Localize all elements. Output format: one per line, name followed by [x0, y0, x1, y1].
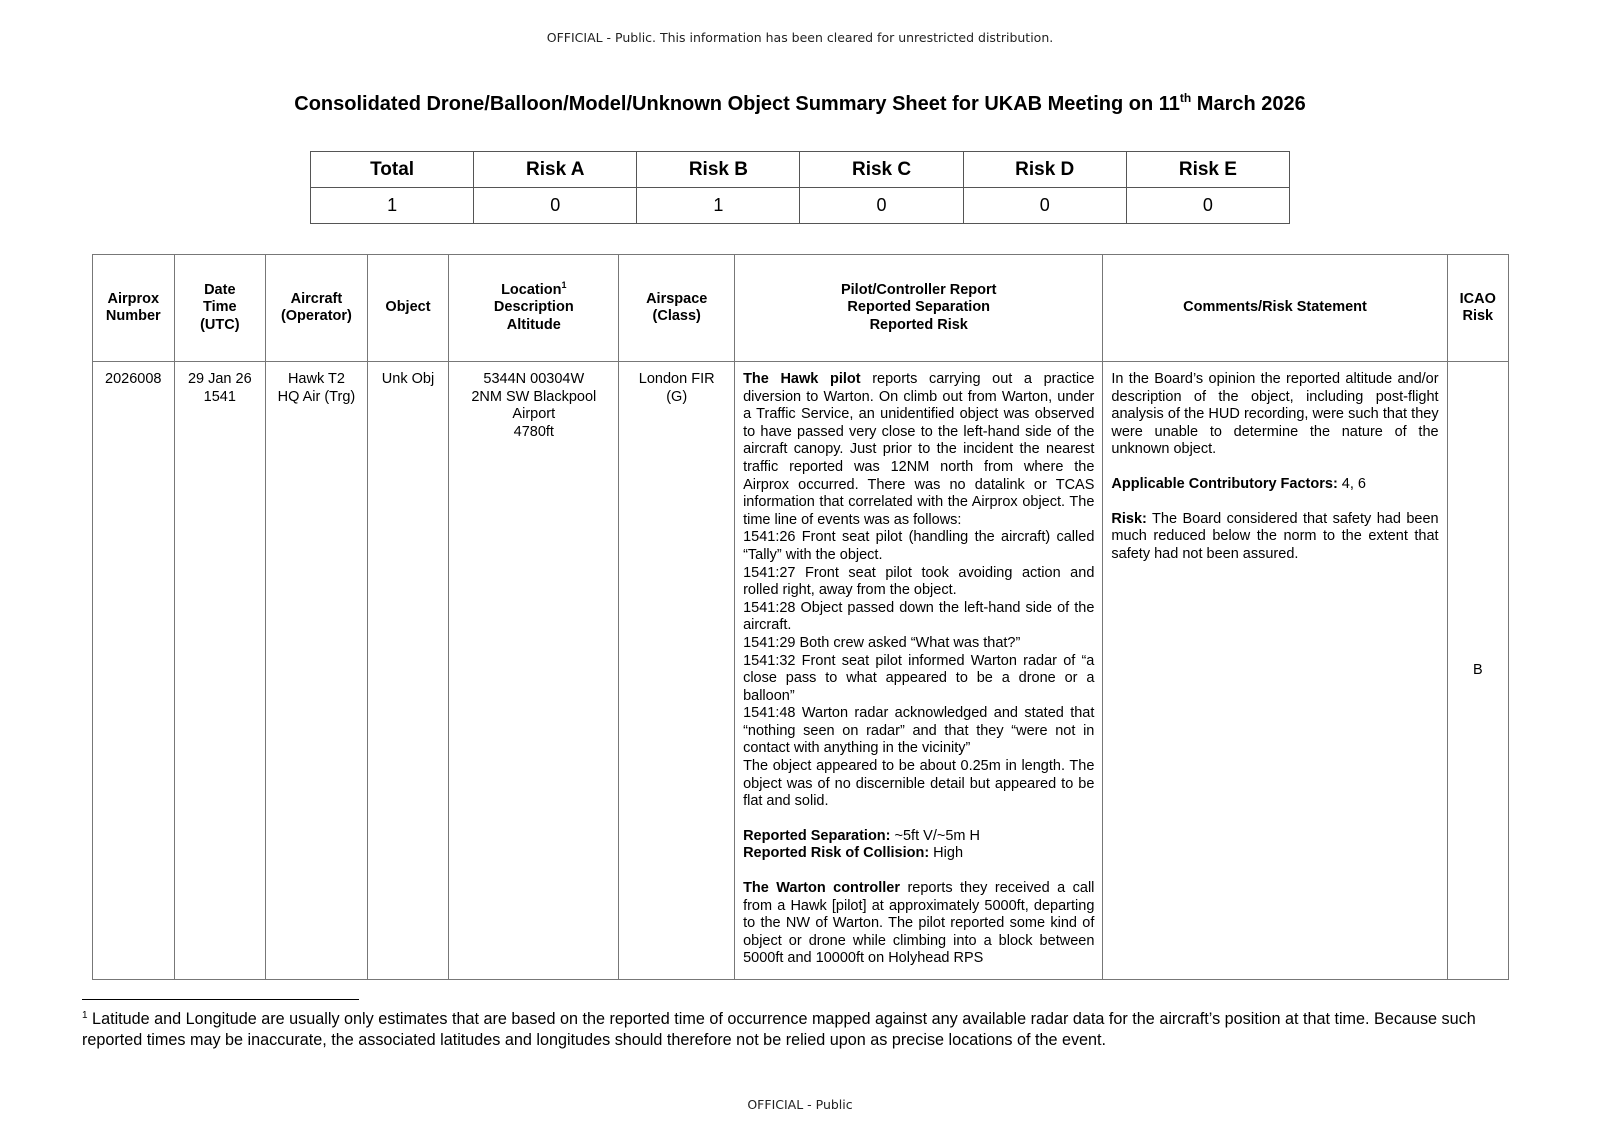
- timeline-item: 1541:27 Front seat pilot took avoiding action and rolled right, away from the object.: [743, 564, 1095, 599]
- summary-value-risk-c: 0: [800, 188, 963, 224]
- reported-separation: Reported Separation: ~5ft V/~5m H: [743, 827, 980, 844]
- summary-header-risk-a: Risk A: [474, 152, 637, 188]
- classification-header: OFFICIAL - Public. This information has been cleared for unrestricted distribution.: [546, 30, 1054, 45]
- reported-risk: Reported Risk of Collision: High: [743, 845, 964, 862]
- timeline-item: 1541:48 Warton radar acknowledged and stated that “nothing seen on radar” and that they “were not in contact with anything in the vicinity”: [743, 705, 1095, 757]
- controller-report: The Warton controller reports they received a call from a Hawk [pilot] at approximately 5000ft, departing to the NW of Warton. The pilot reported some kind of object or drone while climbing into a block between 5000ft and 10000ft on Holyhead RPS: [743, 880, 1095, 967]
- airprox-header-row: [93, 255, 1509, 362]
- summary-header-total: Total: [311, 152, 474, 188]
- object-description: The object appeared to be about 0.25m in length. The object was of no discernible detail but appeared to be flat and solid.: [743, 758, 1095, 810]
- cell-airprox-number: 2026008: [93, 362, 175, 980]
- contributory-factors: Applicable Contributory Factors: 4, 6: [1111, 475, 1366, 492]
- header-icao-risk: ICAO Risk: [1447, 255, 1508, 362]
- cell-icao-risk: B: [1447, 362, 1508, 980]
- timeline-item: 1541:29 Both crew asked “What was that?”: [743, 634, 1021, 651]
- table-row: [93, 362, 1509, 980]
- summary-value-risk-d: 0: [963, 188, 1126, 224]
- cell-date-time: 29 Jan 26 1541: [174, 362, 266, 980]
- title-superscript: th: [1179, 91, 1192, 105]
- summary-value-risk-b: 1: [637, 188, 800, 224]
- summary-header-risk-d: Risk D: [963, 152, 1126, 188]
- risk-statement: Risk: The Board considered that safety had been much reduced below the norm to the extent that safety had not been assured.: [1111, 510, 1439, 562]
- summary-value-total: 1: [311, 188, 474, 224]
- cell-comments-risk-statement: [1103, 362, 1447, 980]
- summary-header-risk-e: Risk E: [1126, 152, 1289, 188]
- cell-object: Unk Obj: [367, 362, 449, 980]
- summary-value-risk-a: 0: [474, 188, 637, 224]
- header-location: Location$^1$ Description Altitude: [449, 255, 619, 362]
- cell-pilot-controller-report: [735, 362, 1103, 980]
- pilot-report: The Hawk pilot reports carrying out a practice diversion to Warton. On climb out from Warton, under a Traffic Service, an unidentified object was observed to have passed very close to the left-hand side of the aircraft canopy. Just prior to the incident the nearest traffic reported was 12NM north from where the Airprox occurred. There was no datalink or TCAS information that correlated with the Airprox object. The time line of events was as follows:: [743, 371, 1095, 528]
- header-airspace: Airspace (Class): [619, 255, 735, 362]
- board-opinion: In the Board’s opinion the reported altitude and/or description of the object, including post-flight analysis of the HUD recording, were such that they were unable to determine the nature of the unknown object.: [1111, 371, 1439, 458]
- summary-header-risk-c: Risk C: [800, 152, 963, 188]
- cell-location: 5344N 00304W 2NM SW Blackpool Airport 4780ft: [449, 362, 619, 980]
- title-suffix: March 2026: [1191, 93, 1306, 115]
- summary-value-risk-e: 0: [1126, 188, 1289, 224]
- header-report: Pilot/Controller Report Reported Separation Reported Risk: [735, 255, 1103, 362]
- classification-footer: OFFICIAL - Public: [747, 1097, 853, 1112]
- cell-aircraft: Hawk T2 HQ Air (Trg): [266, 362, 368, 980]
- footnote: [82, 1009, 1522, 1051]
- footnote-marker: 1: [82, 1010, 88, 1021]
- summary-header-risk-b: Risk B: [637, 152, 800, 188]
- footnote-ref: 1: [561, 279, 567, 290]
- footnote-separator: [82, 999, 359, 1000]
- title-main: Consolidated Drone/Balloon/Model/Unknown Object Summary Sheet for UKAB Meeting on 11: [294, 93, 1180, 115]
- cell-airspace: London FIR (G): [619, 362, 735, 980]
- summary-header-row: [311, 152, 1290, 188]
- header-comments: Comments/Risk Statement: [1103, 255, 1447, 362]
- footnote-text: Latitude and Longitude are usually only estimates that are based on the reported time of occurrence mapped against any available radar data for the aircraft’s position at that time. Because such reported times may be inaccurate, the associated latitudes and longitudes should therefore not be relied upon as precise locations of the event.: [82, 1010, 1476, 1049]
- risk-summary-table: [310, 151, 1290, 224]
- header-airprox-number: Airprox Number: [93, 255, 175, 362]
- airprox-table: [92, 254, 1509, 980]
- summary-value-row: [311, 188, 1290, 224]
- timeline-item: 1541:26 Front seat pilot (handling the aircraft) called “Tally” with the object.: [743, 529, 1095, 563]
- timeline-item: 1541:32 Front seat pilot informed Warton radar of “a close pass to what appeared to be a drone or a balloon”: [743, 652, 1095, 704]
- document-title: [0, 93, 1600, 116]
- header-date-time: Date Time (UTC): [174, 255, 266, 362]
- header-aircraft: Aircraft (Operator): [266, 255, 368, 362]
- header-object: Object: [367, 255, 449, 362]
- timeline-item: 1541:28 Object passed down the left-hand side of the aircraft.: [743, 599, 1095, 634]
